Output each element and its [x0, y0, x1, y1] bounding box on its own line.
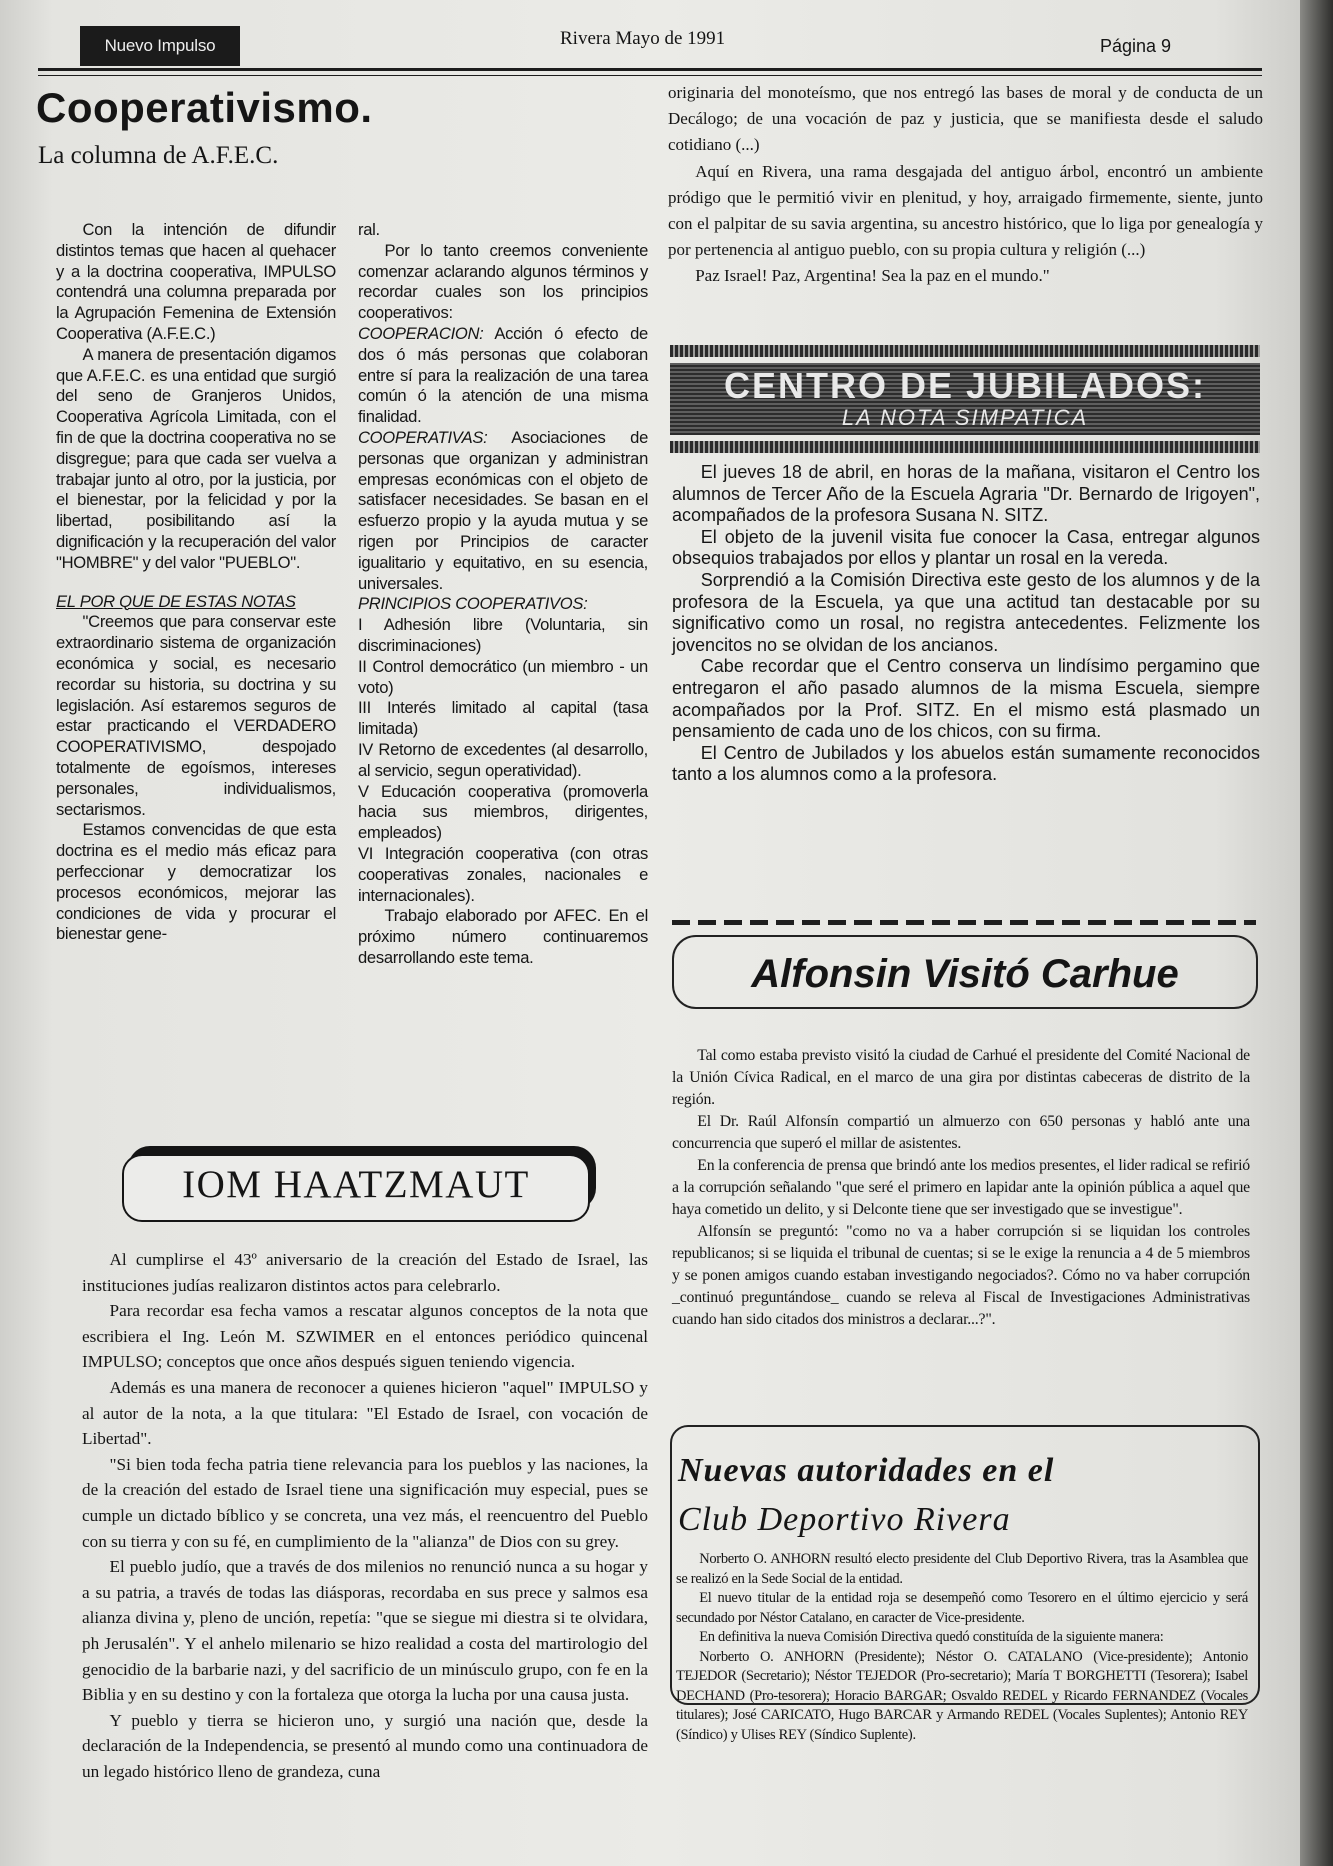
- definition-text: Asociaciones de personas que organizan y administran empresas económicas con el objeto de satisfacer necesidades. Se basan en el esfuerzo propio y la ayuda mutua y se rigen por Principios de caracter igualitario y equitativo, en su esencia, universales.: [358, 427, 648, 593]
- definition-term: COOPERATIVAS:: [358, 427, 488, 447]
- principle-item: V Educación cooperativa (promoverla hacia sus miembros, dirigentes, empleados): [358, 781, 648, 843]
- paragraph: Al cumplirse el 43º aniversario de la creación del Estado de Israel, las instituciones judías realizaron distintos actos para celebrarlo.: [82, 1250, 648, 1295]
- dateline: Rivera Mayo de 1991: [560, 28, 726, 49]
- banner-stripe: [670, 441, 1260, 453]
- club-article: [676, 1550, 1248, 1745]
- principle-item: III Interés limitado al capital (tasa limitada): [358, 698, 648, 739]
- paragraph: ral.: [358, 220, 380, 239]
- page-number: Página 9: [1100, 36, 1172, 56]
- centro-article: [672, 462, 1260, 786]
- banner-subtitle: LA NOTA SIMPATICA: [841, 405, 1089, 430]
- cooperativismo-column-1: [56, 220, 336, 945]
- paragraph: Con la intención de difundir distintos temas que hacen al quehacer y a la doctrina cooperativa, IMPULSO contendrá una columna preparada por la Agrupación Femenina de Extensión Cooperativa (A.F.E.C.): [56, 220, 336, 343]
- definition-term: COOPERACION:: [358, 323, 484, 343]
- definition-text: Acción ó efecto de dos ó más personas que colaboran entre sí para la realización de una tarea común ó la atención de una misma finalidad.: [358, 323, 648, 427]
- banner-title: CENTRO DE JUBILADOS:: [723, 365, 1207, 406]
- paragraph: El jueves 18 de abril, en horas de la mañana, visitaron el Centro los alumnos de Tercer Año de la Escuela Agraria "Dr. Bernardo de Irigoyen", acompañados de la profesora Susana N. SITZ.: [672, 462, 1260, 526]
- closing-note: Trabajo elaborado por AFEC. En el próximo número continuaremos desarrollando este tema.: [358, 906, 648, 967]
- paragraph: Para recordar esa fecha vamos a rescatar algunos conceptos de la nota que escribiera el Ing. León M. SZWIMER en el entonces periódico quincenal IMPULSO; conceptos que once años después siguen teniendo vigencia.: [82, 1301, 648, 1372]
- paragraph: Tal como estaba previsto visitó la ciudad de Carhué el presidente del Comité Nacional de la Unión Cívica Radical, en el marco de una gira por distintas cabeceras de distrito de la región.: [672, 1047, 1250, 1108]
- paragraph: Además es una manera de reconocer a quienes hicieron "aquel" IMPULSO y al autor de la nota, a la que titulara: "El Estado de Israel, con vocación de Libertad".: [82, 1377, 648, 1449]
- iom-title: IOM HAATZMAUT: [182, 1163, 530, 1206]
- principle-item: I Adhesión libre (Voluntaria, sin discriminaciones): [358, 615, 648, 655]
- header-rule: [38, 68, 1262, 71]
- dashed-divider: [672, 920, 1256, 925]
- paragraph: Estamos convencidas de que esta doctrina es el medio más eficaz para perfeccionar y democratizar los procesos económicos, mejorar las condiciones de vida y procurar el bienestar gene-: [56, 820, 336, 944]
- newspaper-logo: Nuevo Impulso: [80, 26, 240, 66]
- principle-item: IV Retorno de excedentes (al desarrollo, al servicio, segun operatividad).: [358, 739, 648, 780]
- club-title-line-1: Nuevas autoridades en el: [678, 1452, 1055, 1489]
- paragraph: "Creemos que para conservar este extraordinario sistema de organización económica y social, es necesario recordar su historia, su doctrina y su legislación. Así estaremos seguros de estar practicando el VERDADERO COOPERATIVISMO, despojado totalmente de egoísmos, intereses personales, individualismos, sectarismos.: [56, 612, 336, 819]
- paragraph: Por lo tanto creemos conveniente comenzar aclarando algunos términos y recordar cuales son los principios cooperativos:: [358, 240, 648, 323]
- paragraph: Y pueblo y tierra se hicieron uno, y surgió una nación que, desde la declaración de la Independencia, se presentó al mundo como una continuadora de un legado histórico lleno de grandeza, cuna: [82, 1710, 648, 1781]
- cooperativismo-subtitle: La columna de A.F.E.C.: [38, 142, 279, 169]
- israel-article-continuation: [668, 80, 1263, 290]
- paragraph: El Centro de Jubilados y los abuelos están sumamente reconocidos tanto a los alumnos como a la profesora.: [672, 742, 1260, 785]
- paragraph: Norberto O. ANHORN (Presidente); Néstor O. CATALANO (Vice-presidente); Antonio TEJEDOR (Secretario); Néstor TEJEDOR (Pro-secretario); María T BORGHETTI (Tesorera); Isabel DECHAND (Pro-tesorera); Horacio BARGAR; Osvaldo REDEL y Ricardo FERNANDEZ (Vocales titulares); José CARICATO, Hugo BARCAR y Armando REDEL (Vocales Suplentes); Antonio REY (Síndico) y Ulises REY (Síndico Suplente).: [676, 1648, 1248, 1743]
- paragraph: originaria del monoteísmo, que nos entregó las bases de moral y de conducta de un Decálogo; de una vocación de paz y justicia, que se manifiesta desde el saludo cotidiano (...): [668, 83, 1263, 155]
- banner-box: [670, 363, 1260, 435]
- paragraph: El Dr. Raúl Alfonsín compartió un almuerzo con 650 personas y habló ante una concurrencia que superó el millar de asistentes.: [672, 1113, 1250, 1152]
- paragraph: Paz Israel! Paz, Argentina! Sea la paz en el mundo.": [695, 266, 1050, 286]
- iom-article: [82, 1247, 648, 1784]
- paragraph: El objeto de la juvenil visita fue conocer la Casa, entregar algunos obsequios trabajados por ellos y plantar un rosal en la vereda.: [672, 526, 1260, 569]
- principle-item: II Control democrático (un miembro - un voto): [358, 656, 648, 697]
- principle-item: VI Integración cooperativa (con otras cooperativas zonales, nacionales e internacionales).: [358, 843, 648, 905]
- banner-stripe: [670, 345, 1260, 357]
- paragraph: El nuevo titular de la entidad roja se desempeñó como Tesorero en el último ejercicio y será secundado por Néstor Catalano, en caracter de Vice-presidente.: [676, 1590, 1248, 1626]
- paragraph: A manera de presentación digamos que A.F.E.C. es una entidad que surgió del seno de Granjeros Unidos, Cooperativa Agrícola Limitada, con el fin de que la doctrina cooperativa no se disgregue; para que cada ser vuelva a trabajar junto al otro, por la justicia, por el bienestar, por la felicidad y por la libertad, posibilitando así la dignificación y la recuperación del valor "HOMBRE" y del valor "PUEBLO".: [56, 344, 336, 572]
- paragraph: Alfonsín se preguntó: "como no va a haber corrupción si se liquidan los controles republicanos; si se liquida el tribunal de cuentas; si se le exige la renuncia a 4 de 5 miembros y se ponen amigos cuando estaban investigando negociados?. Cómo no va haber corrupción _continuó preguntándose_ cuando se releva al Fiscal de Investigaciones Administrativas cuando han sido citados dos ministros a declarar...?".: [672, 1223, 1250, 1328]
- cooperativismo-title: Cooperativismo.: [36, 84, 373, 131]
- paragraph: El pueblo judío, que a través de dos milenios no renunció nunca a su hogar y a su patria, a través de todas las diásporas, recordaba en sus prece y salmos esa alianza divina y, pleno de unción, repetía: "que se siegue mi diestra si te olvidara, ph Jerusalén". Y el anhelo milenario se hizo realidad a costa del martirologio del genocidio de la barbarie nazi, y del sacrificio de un minúsculo grupo, con fe en la Biblia y en su destino y con la fortaleza que otorga la lucha por una causa justa.: [82, 1557, 648, 1705]
- section-heading: EL POR QUE DE ESTAS NOTAS: [56, 591, 296, 611]
- paragraph: Cabe recordar que el Centro conserva un lindísimo pergamino que entregaron el año pasado alumnos de la misma Escuela, siempre acompañados por la Prof. SITZ. En el mismo está plasmado un pensamiento de cada uno de los chicos, con su firma.: [672, 656, 1260, 742]
- paragraph: Sorprendió a la Comisión Directiva este gesto de los alumnos y de la profesora de la Escuela, ya que una actitud tan destacable por su significativo como un rosal, no registra antecedentes. Felizmente los jovencitos no se olvidan de los ancianos.: [672, 569, 1260, 655]
- paragraph: En la conferencia de prensa que brindó ante los medios presentes, el lider radical se refirió a la corrupción señalando "que seré el primero en lapidar ante la opinión pública a aquel que haya cometido un delito, y si Delconte tiene que ser investigado que se investigue".: [672, 1157, 1250, 1218]
- centro-banner: [670, 345, 1260, 453]
- paragraph: Norberto O. ANHORN resultó electo presidente del Club Deportivo Rivera, tras la Asamblea que se realizó en la Sede Social de la entidad.: [676, 1551, 1248, 1587]
- header-rule-thin: [38, 75, 1262, 76]
- cooperativismo-column-2: [358, 220, 648, 969]
- page-edge-shadow: [1300, 0, 1333, 1866]
- alfonsin-article: [672, 1045, 1250, 1331]
- paragraph: "Si bien toda fecha patria tiene relevancia para los pueblos y las naciones, la de la creación del estado de Israel tiene una significación muy especial, pues se cumple un dictado bíblico y se concreta, una vez más, el reencuentro del Pueblo con su tierra y con su fé, en cumplimiento de la "alianza" de Dios con su grey.: [82, 1454, 648, 1551]
- principles-heading: PRINCIPIOS COOPERATIVOS:: [358, 594, 588, 614]
- club-title-line-2: Club Deportivo Rivera: [678, 1501, 1011, 1538]
- paragraph: En definitiva la nueva Comisión Directiva quedó constituída de la siguiente manera:: [699, 1629, 1164, 1645]
- alfonsin-title: Alfonsin Visitó Carhue: [751, 952, 1179, 996]
- paragraph: Aquí en Rivera, una rama desgajada del antiguo árbol, encontró un ambiente pródigo que le permitió vivir en plenitud, y hoy, arraigado firmemente, siente, junto con el palpitar de su savia argentina, su ancestro histórico, que lo liga por genealogía y por pertenencia al antiguo pueblo, con su propia cultura y religión (...): [668, 161, 1263, 260]
